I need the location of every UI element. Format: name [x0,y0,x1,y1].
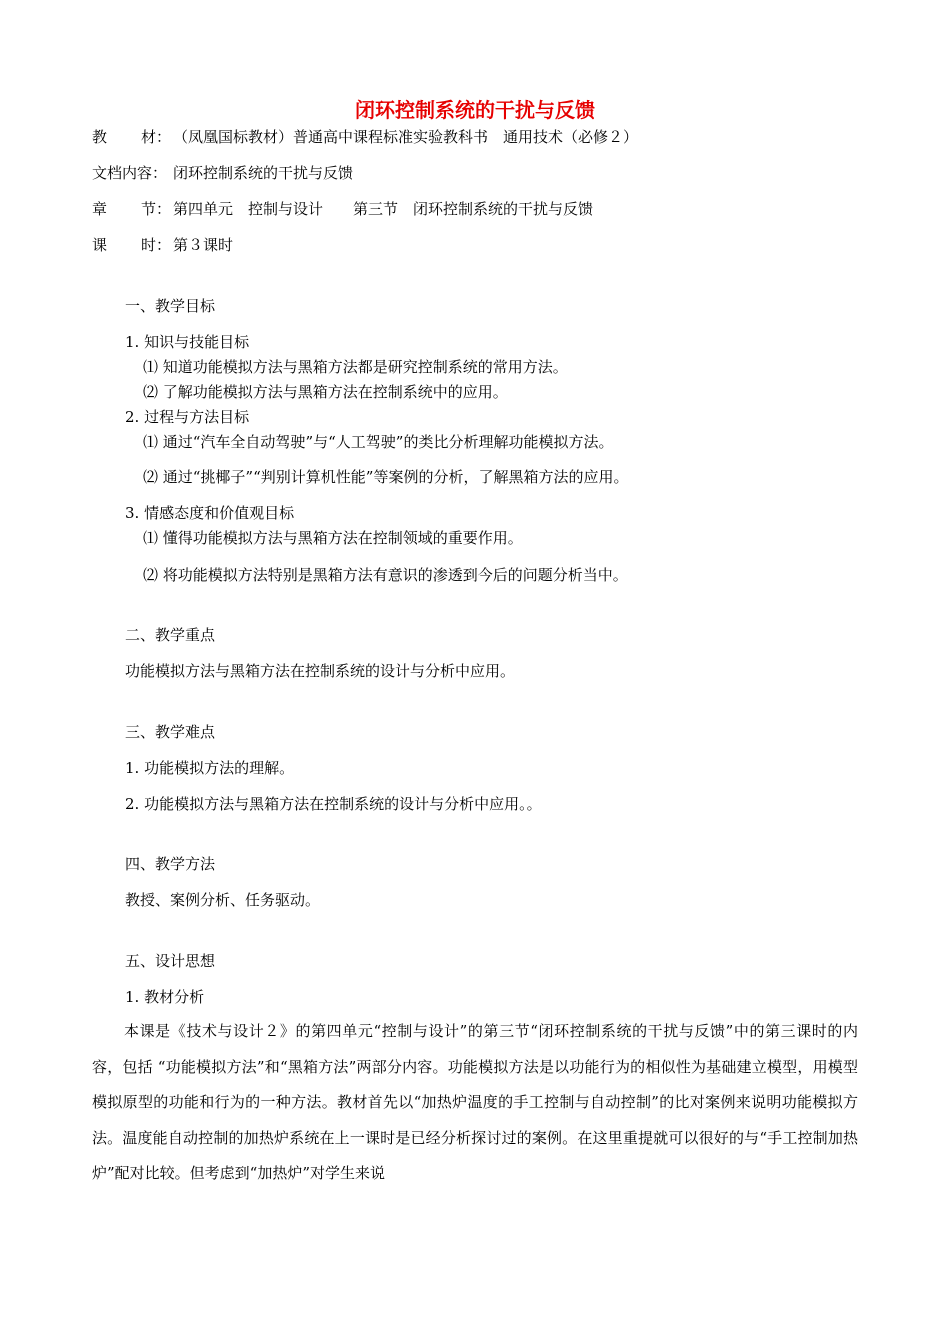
hours-label-char2: 时： [141,236,172,254]
objective-item: ⑵ 将功能模拟方法特别是黑箱方法有意识的渗透到今后的问题分析当中。 [143,566,628,584]
difficulty-item: 2. 功能模拟方法与黑箱方法在控制系统的设计与分析中应用。。 [125,795,542,813]
material-analysis-paragraph: 本课是《技术与设计２》的第四单元“控制与设计”的第三节“闭环控制系统的干扰与反馈”中的第三课时的内容，包括 “功能模拟方法”和“黑箱方法”两部分内容。功能模拟方法是以功能行为的相似性为基础建立模型，用模型模拟原型的功能和行为的一种方法。教材首先以“加热炉温度的手工控制与自动控制”的比对案例来说明功能模拟方法。温度能自动控制的加热炉系统在上一课时是已经分析探讨过的案例。在这里重提就可以很好的与“手工控制加热炉”配对比较。但考虑到“加热炉”对学生来说 [92,1022,858,1183]
hours-label-char1: 课 [92,236,108,254]
objective-group-attitude: 3. 情感态度和价值观目标 [125,504,295,522]
objective-item: ⑴ 懂得功能模拟方法与黑箱方法在控制领域的重要作用。 [143,529,523,547]
design-subheading-material: 1. 教材分析 [125,988,205,1006]
textbook-value: （凤凰国标教材）普通高中课程标准实验教科书 通用技术（必修２） [173,128,639,146]
difficulty-item: 1. 功能模拟方法的理解。 [125,759,295,777]
content-label: 文档内容： [92,164,168,182]
textbook-label-char2: 材： [141,128,172,146]
objective-item: ⑵ 了解功能模拟方法与黑箱方法在控制系统中的应用。 [143,383,508,401]
section-heading-objectives: 一、教学目标 [125,297,216,315]
objective-item: ⑴ 通过“汽车全自动驾驶”与“人工驾驶”的类比分析理解功能模拟方法。 [143,433,614,451]
chapter-label-char2: 节： [141,200,172,218]
chapter-value: 第四单元 控制与设计 第三节 闭环控制系统的干扰与反馈 [173,200,594,218]
section-heading-difficulties: 三、教学难点 [125,723,216,741]
section-heading-design: 五、设计思想 [125,952,216,970]
hours-value: 第３课时 [173,236,234,254]
objective-group-process: 2. 过程与方法目标 [125,408,250,426]
key-points-text: 功能模拟方法与黑箱方法在控制系统的设计与分析中应用。 [125,662,516,680]
methods-text: 教授、案例分析、任务驱动。 [125,891,321,909]
objective-group-knowledge: 1. 知识与技能目标 [125,333,250,351]
document-title: 闭环控制系统的干扰与反馈 [355,98,595,122]
objective-item: ⑵ 通过“挑椰子”“判别计算机性能”等案例的分析，了解黑箱方法的应用。 [143,468,629,486]
objective-item: ⑴ 知道功能模拟方法与黑箱方法都是研究控制系统的常用方法。 [143,358,568,376]
content-value: 闭环控制系统的干扰与反馈 [173,164,354,182]
textbook-label-char1: 教 [92,128,108,146]
chapter-label-char1: 章 [92,200,108,218]
section-heading-key-points: 二、教学重点 [125,626,216,644]
section-heading-methods: 四、教学方法 [125,855,216,873]
